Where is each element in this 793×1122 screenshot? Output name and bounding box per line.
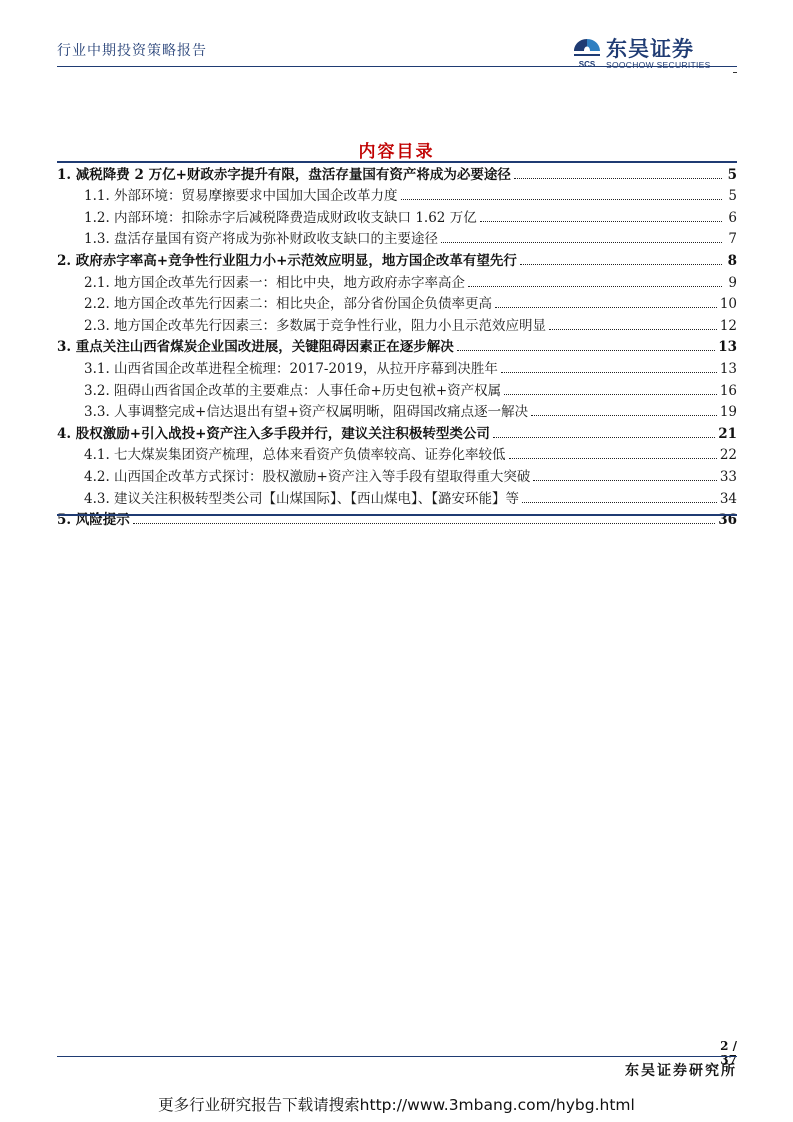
header-tick-mark: [733, 72, 737, 73]
toc-entry-title: 1.3. 盘活存量国有资产将成为弥补财政收支缺口的主要途径: [84, 231, 439, 248]
toc-section-entry[interactable]: [57, 422, 737, 444]
toc-page-number: 5: [728, 188, 737, 205]
toc-entry-title: 2. 政府赤字率高+竞争性行业阻力小+示范效应明显，地方国企改革有望先行: [57, 252, 517, 269]
toc-entry-title: 3.1. 山西省国企改革进程全梳理：2017-2019，从拉开序幕到决胜年: [84, 360, 498, 377]
toc-dot-leader: [480, 221, 722, 222]
footer-company-name: 东吴证券研究所: [625, 1063, 737, 1079]
toc-page-number: 16: [719, 382, 737, 399]
toc-dot-leader: [501, 372, 717, 373]
toc-page-number: 13: [719, 360, 737, 377]
toc-dot-leader: [493, 437, 715, 438]
toc-dot-leader: [441, 242, 722, 243]
toc-subsection-entry[interactable]: [57, 401, 737, 423]
toc-entry-title: 2.1. 地方国企改革先行因素一：相比中央，地方政府赤字率高企: [84, 274, 466, 291]
page-number: 2 / 37: [720, 1039, 737, 1067]
toc-dot-leader: [522, 502, 717, 503]
table-of-contents: [57, 163, 737, 530]
header-divider: [57, 66, 737, 67]
toc-entry-title: 5. 风险提示: [57, 512, 130, 529]
toc-dot-leader: [504, 394, 717, 395]
toc-entry-title: 1.1. 外部环境：贸易摩擦要求中国加大国企改革力度: [84, 188, 398, 205]
toc-section-entry[interactable]: [57, 509, 737, 531]
toc-entry-title: 2.3. 地方国企改革先行因素三：多数属于竞争性行业，阻力小且示范效应明显: [84, 317, 547, 334]
toc-dot-leader: [531, 415, 717, 416]
toc-entry-title: 3.2. 阻碍山西省国企改革的主要难点：人事任命+历史包袱+资产权属: [84, 382, 502, 399]
toc-page-number: 13: [718, 339, 737, 356]
toc-dot-leader: [468, 286, 722, 287]
toc-entry-title: 1. 减税降费 2 万亿+财政赤字提升有限，盘活存量国有资产将成为必要途径: [57, 166, 511, 183]
toc-subsection-entry[interactable]: [57, 206, 737, 228]
toc-page-number: 33: [719, 468, 737, 485]
toc-entry-title: 4.1. 七大煤炭集团资产梳理，总体来看资产负债率较高、证券化率较低: [84, 447, 506, 464]
logo-mark-icon: [570, 36, 604, 70]
toc-entry-title: 4. 股权激励+引入战投+资产注入多手段并行，建议关注积极转型类公司: [57, 425, 490, 442]
toc-subsection-entry[interactable]: [57, 228, 737, 250]
toc-subsection-entry[interactable]: [57, 379, 737, 401]
toc-dot-leader: [514, 178, 722, 179]
toc-entry-title: 4.2. 山西国企改革方式探讨：股权激励+资产注入等手段有望取得重大突破: [84, 468, 531, 485]
toc-subsection-entry[interactable]: [57, 487, 737, 509]
toc-section-entry[interactable]: [57, 336, 737, 358]
toc-subsection-entry[interactable]: [57, 357, 737, 379]
toc-page-number: 34: [719, 490, 737, 507]
toc-page-number: 5: [727, 166, 737, 183]
toc-page-number: 9: [728, 274, 737, 291]
toc-bottom-divider: [57, 514, 737, 516]
toc-subsection-entry[interactable]: [57, 444, 737, 466]
toc-page-number: 21: [718, 425, 737, 442]
logo-badge-text: SCS: [578, 60, 596, 69]
report-type-header: 行业中期投资策略报告: [57, 43, 207, 59]
toc-dot-leader: [401, 199, 722, 200]
toc-dot-leader: [520, 264, 722, 265]
toc-page-number: 10: [719, 296, 737, 313]
toc-page-number: 8: [727, 252, 737, 269]
toc-dot-leader: [549, 329, 717, 330]
logo-chinese-name: 东吴证券: [606, 37, 694, 61]
toc-dot-leader: [509, 458, 717, 459]
toc-dot-leader: [133, 523, 715, 524]
toc-subsection-entry[interactable]: [57, 314, 737, 336]
toc-entry-title: 3. 重点关注山西省煤炭企业国改进展，关键阻碍因素正在逐步解决: [57, 339, 454, 356]
toc-subsection-entry[interactable]: [57, 465, 737, 487]
toc-entry-title: 4.3. 建议关注积极转型类公司【山煤国际】、【西山煤电】、【潞安环能】等: [84, 490, 520, 507]
toc-dot-leader: [495, 307, 717, 308]
toc-page-number: 7: [728, 231, 737, 248]
toc-page-number: 19: [719, 404, 737, 421]
toc-page-number: 6: [728, 209, 737, 226]
toc-section-entry[interactable]: [57, 249, 737, 271]
logo-english-name: SOOCHOW SECURITIES: [606, 60, 711, 70]
toc-subsection-entry[interactable]: [57, 271, 737, 293]
toc-page-number: 22: [719, 447, 737, 464]
toc-subsection-entry[interactable]: [57, 185, 737, 207]
toc-section-entry[interactable]: [57, 163, 737, 185]
toc-dot-leader: [457, 350, 715, 351]
toc-title: 内容目录: [358, 142, 435, 162]
footer-divider: [57, 1056, 737, 1057]
toc-entry-title: 3.3. 人事调整完成+信达退出有望+资产权属明晰，阻碍国改痛点逐一解决: [84, 404, 529, 421]
footer-download-link[interactable]: 更多行业研究报告下载请搜索http://www.3mbang.com/hybg.html: [158, 1096, 635, 1114]
toc-entry-title: 2.2. 地方国企改革先行因素二：相比央企，部分省份国企负债率更高: [84, 296, 493, 313]
toc-page-number: 12: [719, 317, 737, 334]
toc-dot-leader: [533, 480, 716, 481]
toc-subsection-entry[interactable]: [57, 293, 737, 315]
toc-entry-title: 1.2. 内部环境：扣除赤字后减税降费造成财政收支缺口 1.62 万亿: [84, 209, 477, 226]
toc-page-number: 36: [718, 512, 737, 529]
